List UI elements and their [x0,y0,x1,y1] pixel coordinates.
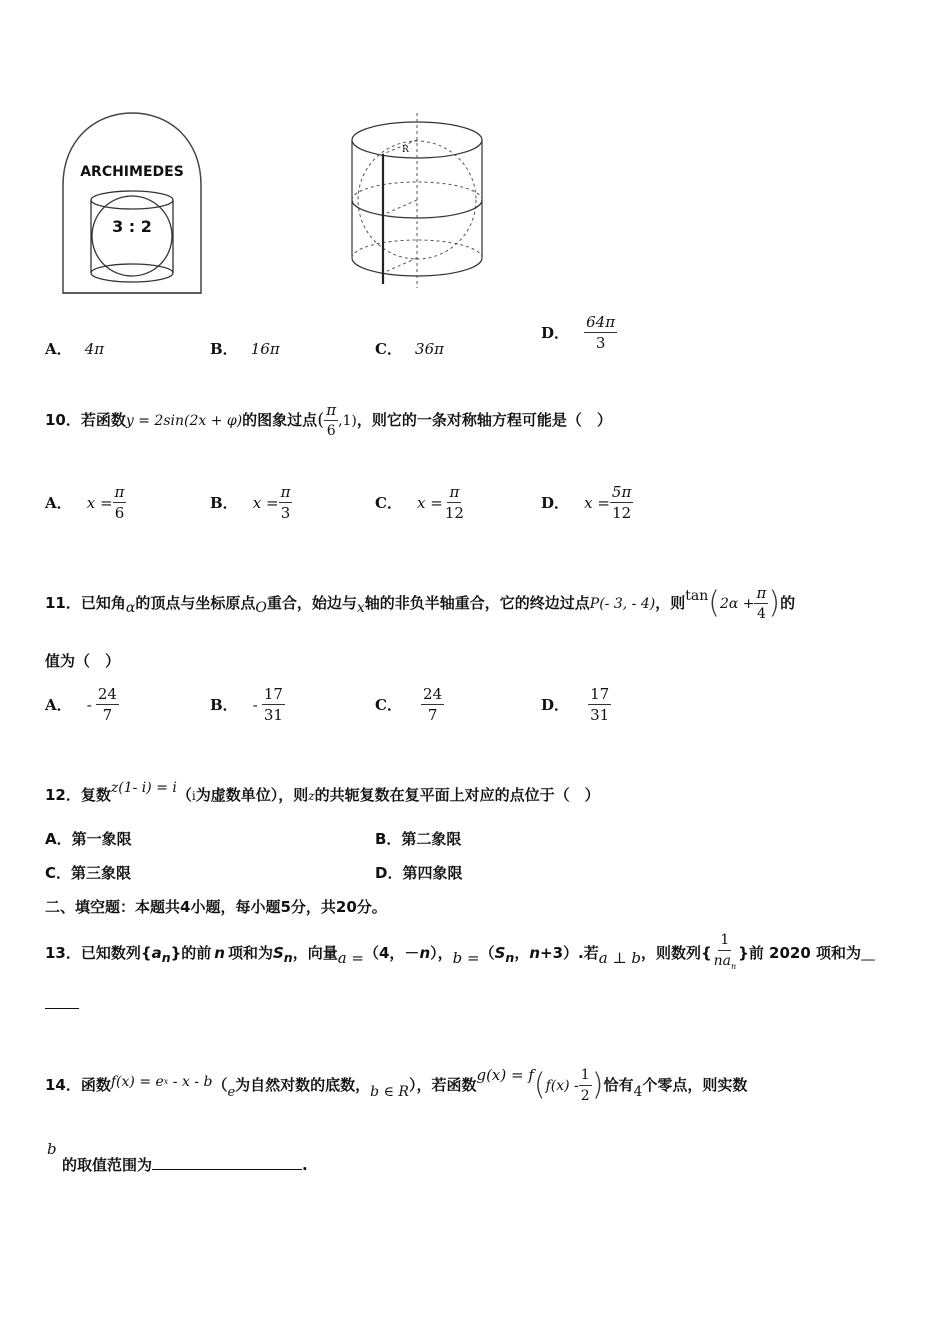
q12-option-b: B．第二象限 [375,830,462,848]
cylinder-sphere-figure [345,108,490,290]
tombstone-outline [63,113,201,293]
section-2-heading: 二、填空题：本题共4小题，每小题5分，共20分。 [45,898,387,916]
q9-option-b [210,338,280,359]
question-10: 10．若函数y = 2sin(2x + φ)的图象过点( $\frac{\pi}{6}$ ,1)，则它的一条对称轴方程可能是（ ） [45,401,612,439]
option-letter: D． [541,324,570,342]
ratio-label: 3 : 2 [112,217,152,236]
question-14: 14．函数$f(x) = e^x - x - b(e$为自然对数的底数，b ∈ R），若函数g(x) = f(f(x) - $\frac{1}{2}$ )恰有4个零点，则实数 [45,1066,748,1104]
q10-option-d: D． x = $\frac{5\pi}{12}$ [541,483,632,522]
q9-option-d [541,312,617,353]
question-12: 12．复数z(1- i) = i（i为虚数单位），则z的共轭复数在复平面上对应的点位于（ ） [45,780,600,804]
archimedes-title: ARCHIMEDES [80,164,184,180]
q12-option-d: D．第四象限 [375,864,463,882]
q11-option-a: A． - $\frac{24}{7}$ [45,685,117,724]
q9-option-c [375,338,444,359]
q12-option-c: C．第三象限 [45,864,132,882]
question-11: 11．已知角α的顶点与坐标原点O重合，始边与x轴的非负半轴重合，它的终边过点P(- 3, - 4)，则tan(2α + $\frac{\pi}{4}$ )的 [45,584,796,622]
q14-answer-blank[interactable] [152,1155,302,1170]
q13-answer-blank[interactable] [45,1008,79,1009]
radius-label: R [402,145,409,155]
question-14-line2: 的取值范围为 . [62,1156,308,1174]
q11-option-b: B． - $\frac{17}{31}$ [210,685,283,724]
q11-option-d: D． $\frac{17}{31}$ [541,685,610,724]
q14-b-symbol: b [47,1140,57,1158]
q10-option-b: B． x = $\frac{\pi}{3}$ [210,483,291,522]
q11-option-c: C． $\frac{24}{7}$ [375,685,443,724]
option-value: 16π [250,340,280,358]
archimedes-figure [60,110,205,295]
option-letter: C． [375,340,402,358]
option-letter: B． [210,340,238,358]
question-11-line2: 值为（ ） [45,652,121,670]
question-13: 13．已知数列$\{a_n\}$的前 n 项和为$S_n$，向量a =（4，－n），$b =(S_n$，n+3）.若a ⊥ b，则数列{ $\frac{1}{na_n}$ }前 2020 项和为____ [45,932,874,971]
q12-option-a: A．第一象限 [45,830,132,848]
option-value: 36π [415,340,444,358]
option-value: 4π [84,340,105,358]
option-fraction: $\frac{64\pi}{3}$ [586,313,616,352]
q9-option-a [45,338,104,359]
q10-option-a: A． x = $\frac{\pi}{6}$ [45,483,125,522]
option-letter: A． [45,340,72,358]
q10-option-c: C． x = $\frac{\pi}{12}$ [375,483,464,522]
